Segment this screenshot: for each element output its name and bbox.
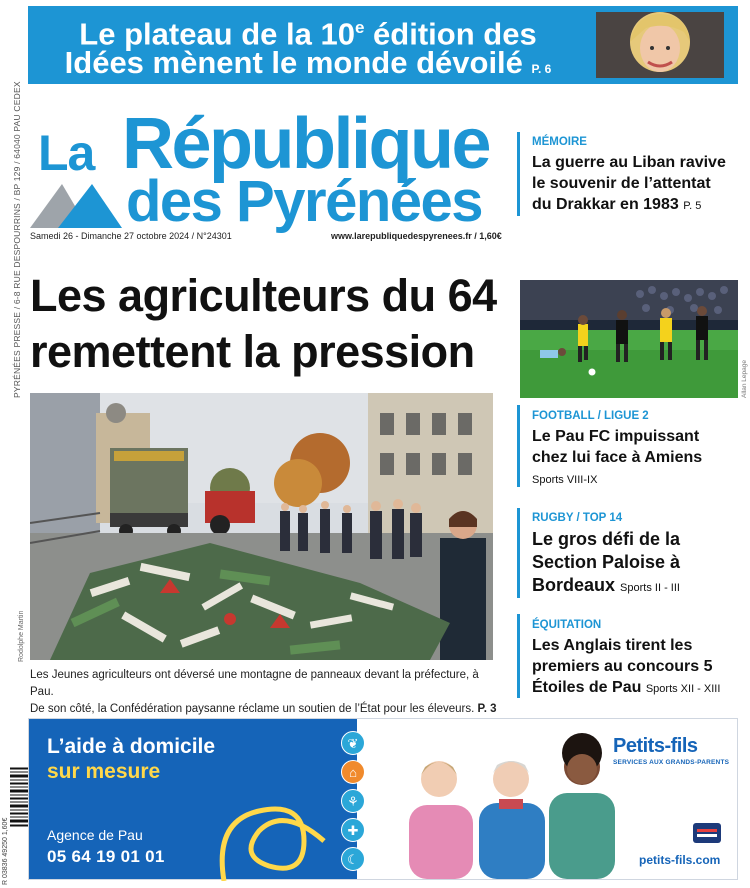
ad-photo-panel	[367, 719, 737, 879]
barcode	[10, 750, 28, 845]
masthead-la: La	[38, 125, 95, 181]
main-photo-caption	[30, 667, 500, 718]
teaser-sports-ref: Sports VIII-IX	[532, 474, 598, 486]
plant-icon: ❦	[341, 731, 365, 755]
teaser-title-pau-fc[interactable]: Le Pau FC impuissant chez lui face à Amiens Sports VIII-IX	[532, 428, 703, 486]
ad-website-link[interactable]: petits-fils.com	[639, 853, 721, 867]
main-photo[interactable]	[30, 393, 493, 660]
home-icon: ⌂	[341, 760, 365, 784]
banner-page-ref: P. 6	[531, 62, 552, 76]
ad-brand-tagline: SERVICES AUX GRANDS-PARENTS	[613, 759, 730, 766]
football-photo-credit: Allan Lepage	[741, 360, 748, 398]
ad-brand-logo: Petits-fils	[613, 735, 698, 757]
masthead-des-pyrenees: des Pyrénées	[126, 169, 483, 234]
main-headline[interactable]	[30, 268, 500, 380]
teaser-sports-ref: Sports II - III	[620, 582, 680, 594]
teaser-title-drakkar[interactable]: La guerre au Liban ravive le souvenir de l’attentat du Drakkar en 1983 P. 5	[532, 154, 726, 213]
banner-portrait-photo	[596, 12, 724, 78]
main-photo-credit: Rodolphe Martin	[18, 610, 25, 662]
football-match-photo[interactable]	[520, 280, 738, 398]
caption-page-ref: P. 3	[477, 703, 497, 715]
main-headline-line1: Les agriculteurs du 64	[30, 270, 497, 321]
caption-line2: De son côté, la Confédération paysanne réclame un soutien de l’État pour les éleveurs.	[30, 703, 475, 715]
main-headline-line2: remettent la pression	[30, 326, 475, 377]
health-icon: ✚	[341, 818, 365, 842]
ad-agency-label: Agence de Pau	[47, 827, 143, 843]
teaser-sports-ref: Sports XII - XIII	[645, 683, 721, 695]
ad-phone-number[interactable]: 05 64 19 01 01	[47, 847, 165, 866]
teaser-title-section-paloise[interactable]: Le gros défi de la Section Paloise à Bordeaux Sports II - III	[532, 529, 681, 595]
teaser-accent-bar	[517, 614, 520, 698]
masthead-republique: République	[122, 104, 489, 184]
ad-decorative-swirl-icon	[204, 781, 334, 881]
teaser-accent-bar	[517, 132, 520, 216]
moon-icon: ☾	[341, 847, 365, 871]
teaser-kicker-rugby: RUGBY / TOP 14	[532, 512, 623, 524]
ad-quality-badge-icon	[693, 823, 721, 843]
teaser-accent-bar	[517, 508, 520, 598]
top-banner[interactable]	[28, 6, 738, 84]
caption-line1: Les Jeunes agriculteurs ont déversé une montagne de panneaux devant la préfecture, à Pau.	[30, 669, 479, 698]
barcode-number: R 03836 49250 1,60€	[2, 817, 9, 885]
issue-date: Samedi 26 - Dimanche 27 octobre 2024 / N°24301	[30, 231, 232, 241]
ad-blue-panel	[29, 719, 357, 879]
walk-icon: ⚘	[341, 789, 365, 813]
teaser-title-concours[interactable]: Les Anglais tirent les premiers au concours 5 Étoiles de Pau Sports XII - XIII	[532, 637, 721, 696]
teaser-kicker-memoire: MÉMOIRE	[532, 136, 587, 148]
teaser-page-ref: P. 5	[683, 200, 702, 212]
advertisement-petits-fils[interactable]	[28, 718, 738, 880]
teaser-kicker-equitation: ÉQUITATION	[532, 619, 602, 631]
banner-headline-line2: Idées mènent le monde dévoilé P. 6	[64, 45, 552, 80]
teaser-accent-bar	[517, 405, 520, 487]
ad-service-icons	[341, 731, 365, 871]
ad-subtitle: sur mesure	[47, 760, 161, 783]
side-imprint: PYRÉNÉES PRESSE / 6-8 RUE DESPOURRINS / BP 129 / 64040 PAU CEDEX	[12, 81, 22, 398]
ad-family-photo	[387, 727, 617, 879]
teaser-kicker-football: FOOTBALL / LIGUE 2	[532, 410, 649, 422]
banner-headline-line1: Le plateau de la 10e édition des	[79, 16, 537, 52]
ad-title: L’aide à domicile	[47, 735, 216, 758]
website-price[interactable]: www.larepubliquedespyrenees.fr / 1,60€	[331, 231, 502, 241]
masthead-logo[interactable]	[30, 104, 500, 238]
